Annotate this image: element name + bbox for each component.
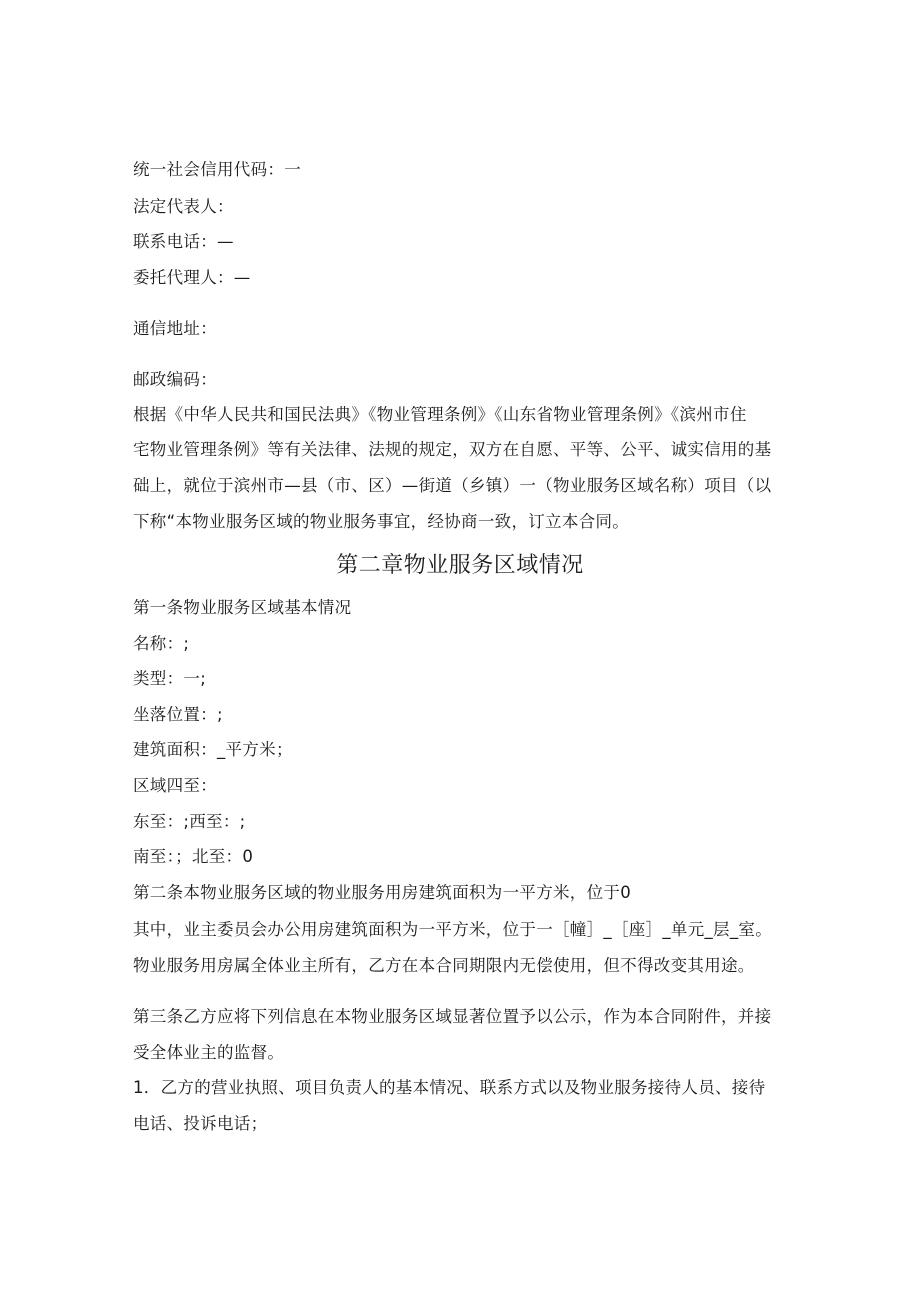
article3-line-1: 第三条乙方应将下列信息在本物业服务区域显著位置予以公示，作为本合同附件，并接	[133, 1007, 772, 1026]
article1-heading: 第一条物业服务区域基本情况	[133, 598, 352, 617]
field-east-west: 东至：;西至：;	[133, 812, 246, 831]
item1-line-2: 电话、投诉电话；	[133, 1114, 268, 1133]
article2-line-1: 第二条本物业服务区域的物业服务用房建筑面积为一平方米，位于0	[133, 883, 631, 902]
address-line: 通信地址：	[133, 319, 217, 338]
preamble-line-1: 根据《中华人民共和国民法典》《物业管理条例》《山东省物业管理条例》《滨州市住	[133, 405, 747, 424]
chapter-title: 第二章物业服务区域情况	[336, 553, 584, 578]
field-area: 建筑面积：_平方米；	[133, 740, 293, 759]
agent-line: 委托代理人：—	[133, 268, 251, 287]
item1-line-1: 1．乙方的营业执照、项目负责人的基本情况、联系方式以及物业服务接待人员、接待	[133, 1078, 766, 1097]
field-type: 类型：一;	[133, 669, 207, 688]
article3-line-2: 受全体业主的监督。	[133, 1043, 285, 1062]
credit-code-line: 统一社会信用代码：一	[133, 160, 301, 179]
phone-line: 联系电话：—	[133, 232, 234, 251]
field-location: 坐落位置：;	[133, 705, 223, 724]
field-boundaries: 区域四至：	[133, 776, 217, 795]
article2-line-2: 其中，业主委员会办公用房建筑面积为一平方米，位于一［幢］_［座］_单元_层_室。	[133, 920, 772, 939]
preamble-line-4: 下称“本物业服务区域的物业服务事宜，经协商一致，订立本合同。	[133, 512, 630, 531]
field-south-north: 南至：；北至：0	[133, 847, 254, 866]
field-name: 名称：;	[133, 634, 190, 653]
postcode-line: 邮政编码：	[133, 370, 217, 389]
legal-rep-line: 法定代表人：	[133, 197, 234, 216]
preamble-line-3: 础上，就位于滨州市—县（市、区）—街道（乡镇）一（物业服务区域名称）项目（以	[133, 476, 772, 495]
preamble-line-2: 宅物业管理条例》等有关法律、法规的规定，双方在自愿、平等、公平、诚实信用的基	[133, 440, 772, 459]
article2-line-3: 物业服务用房属全体业主所有，乙方在本合同期限内无偿使用，但不得改变其用途。	[133, 956, 755, 975]
